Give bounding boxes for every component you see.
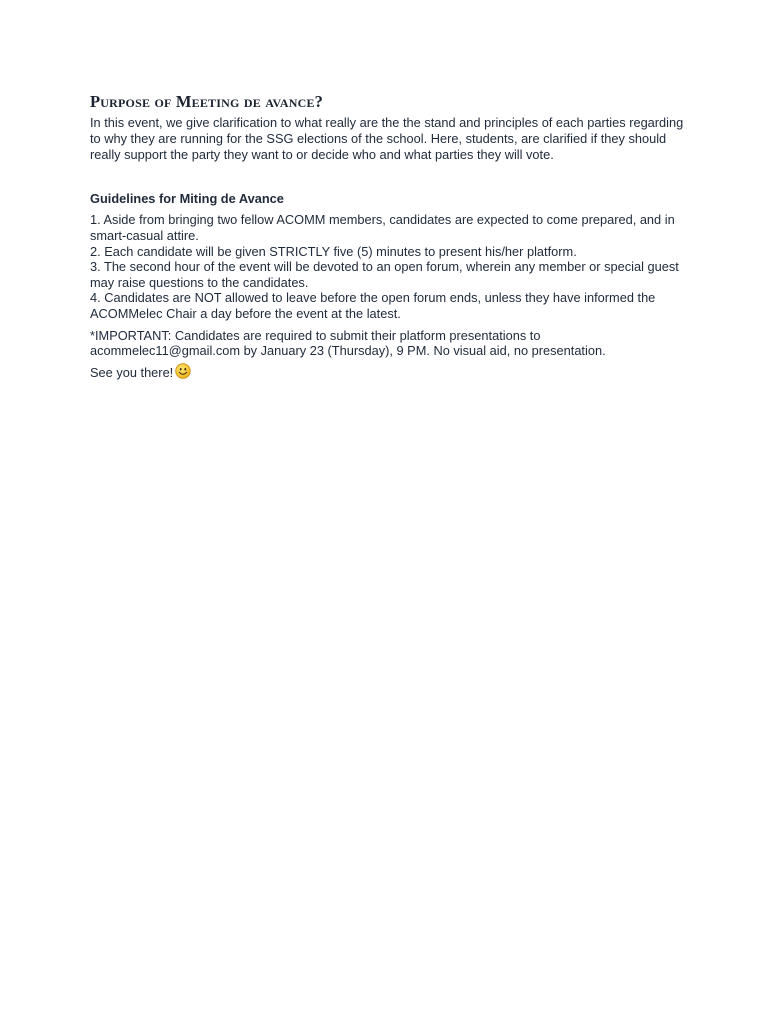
guidelines-list: [90, 212, 690, 321]
closing-line: [90, 364, 690, 382]
closing-text: See you there!: [90, 365, 174, 381]
guideline-item: 2. Each candidate will be given STRICTLY five (5) minutes to present his/her platform.: [90, 243, 577, 259]
important-note: *IMPORTANT: Candidates are required to submit their platform presentations to acommelec11@gmail.com by January 23 (Thursday), 9 PM. No visual aid, no presentation.: [90, 327, 606, 359]
guideline-item: 1. Aside from bringing two fellow ACOMM members, candidates are expected to come prepared, and in smart-casual attire.: [90, 212, 675, 243]
purpose-paragraph: In this event, we give clarification to what really are the the stand and principles of each parties regarding to why they are running for the SSG elections of the school. Here, students, are clarified if they should really support the party they want to or decide who and what parties they will vote.: [90, 115, 684, 162]
smiley-face-icon: [175, 363, 191, 379]
guideline-item: 4. Candidates are NOT allowed to leave before the open forum ends, unless they have informed the ACOMMelec Chair a day before the event at the latest.: [90, 290, 656, 321]
document-page: [90, 92, 690, 382]
guideline-item: 3. The second hour of the event will be devoted to an open forum, wherein any member or special guest may raise questions to the candidates.: [90, 259, 679, 290]
purpose-heading: Purpose of Meeting de avance?: [90, 92, 324, 111]
guidelines-heading: Guidelines for Miting de Avance: [90, 191, 284, 207]
